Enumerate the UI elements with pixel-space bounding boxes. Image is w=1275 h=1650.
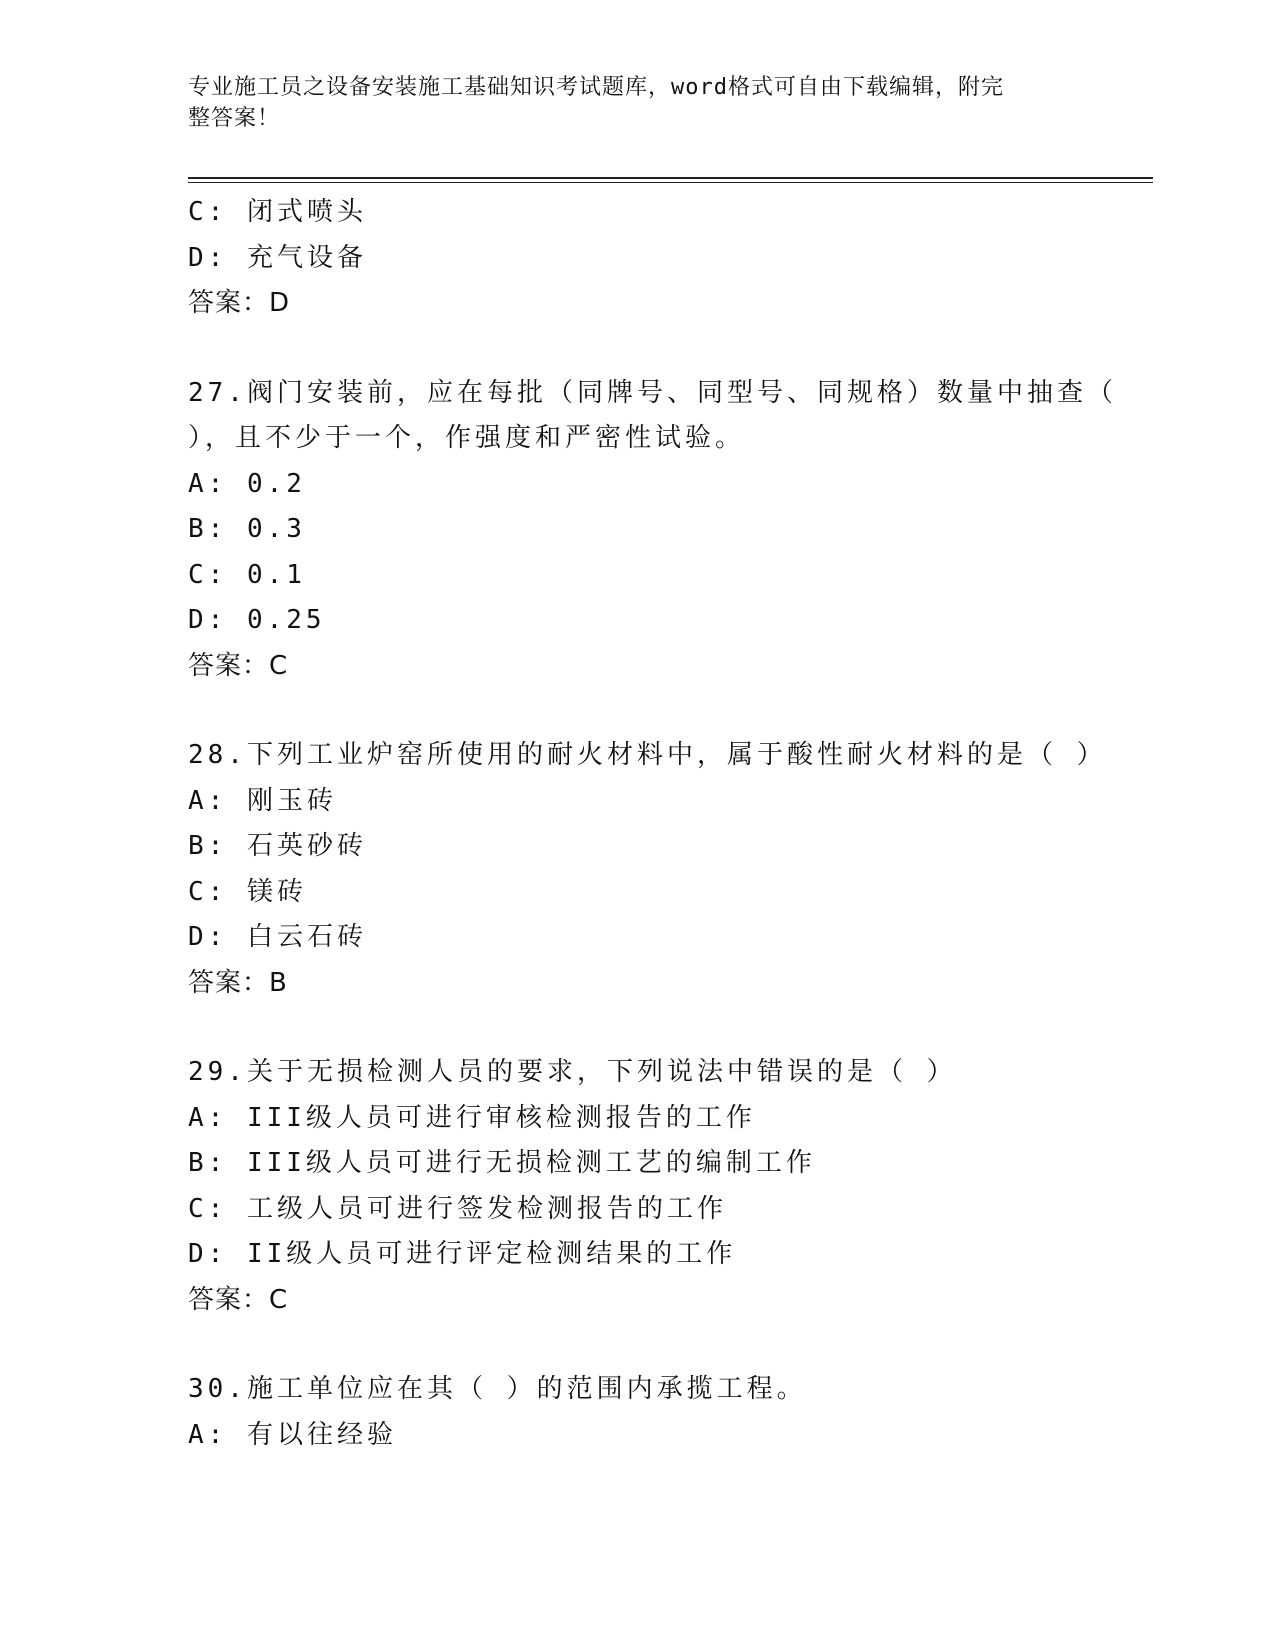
option-d: D: 充气设备: [188, 242, 367, 273]
question-30: [188, 1367, 1088, 1458]
option-b: B: 石英砂砖: [188, 831, 367, 861]
header-divider-thick: [188, 177, 1153, 179]
question-content: [188, 190, 1117, 1502]
option-c: C: 镁砖: [188, 876, 307, 907]
header-line-2: 整答案！: [188, 106, 281, 131]
question-29: [188, 1050, 1088, 1323]
question-stem: 29.关于无损检测人员的要求，下列说法中错误的是（ ）: [188, 1057, 957, 1087]
question-27: [188, 371, 1117, 690]
header-line-1: 专业施工员之设备安装施工基础知识考试题库，word格式可自由下载编辑，附完: [188, 75, 1004, 100]
option-a: A: 刚玉砖: [188, 785, 337, 816]
question-stem: ），且不少于一个，作强度和严密性试验。: [188, 423, 746, 453]
option-d: D: 白云石砖: [188, 922, 367, 952]
option-c: C: 0.1: [188, 559, 306, 590]
answer-label: 答案：B: [188, 967, 288, 998]
option-c: C: 工级人员可进行签发检测报告的工作: [188, 1193, 727, 1224]
option-b: B: 0.3: [188, 514, 306, 544]
answer-label: 答案：C: [188, 650, 289, 681]
option-a: A: III级人员可进行审核检测报告的工作: [188, 1102, 756, 1133]
header-divider-thin: [188, 182, 1153, 183]
question-stem: 27.阀门安装前，应在每批（同牌号、同型号、同规格）数量中抽查（: [188, 377, 1117, 408]
question-26-tail: [188, 190, 1088, 327]
answer-label: 答案：D: [188, 288, 291, 318]
option-a: A: 0.2: [188, 468, 306, 499]
question-stem: 28.下列工业炉窑所使用的耐火材料中，属于酸性耐火材料的是（ ）: [188, 740, 1107, 770]
answer-label: 答案：C: [188, 1284, 289, 1315]
question-stem: 30.施工单位应在其（ ）的范围内承揽工程。: [188, 1374, 807, 1404]
option-d: D: II级人员可进行评定检测结果的工作: [188, 1239, 737, 1269]
document-header: [188, 72, 1068, 134]
option-a: A: 有以往经验: [188, 1419, 397, 1450]
option-c: C: 闭式喷头: [188, 197, 367, 227]
question-28: [188, 733, 1107, 1006]
option-d: D: 0.25: [188, 605, 326, 635]
option-b: B: III级人员可进行无损检测工艺的编制工作: [188, 1148, 816, 1178]
